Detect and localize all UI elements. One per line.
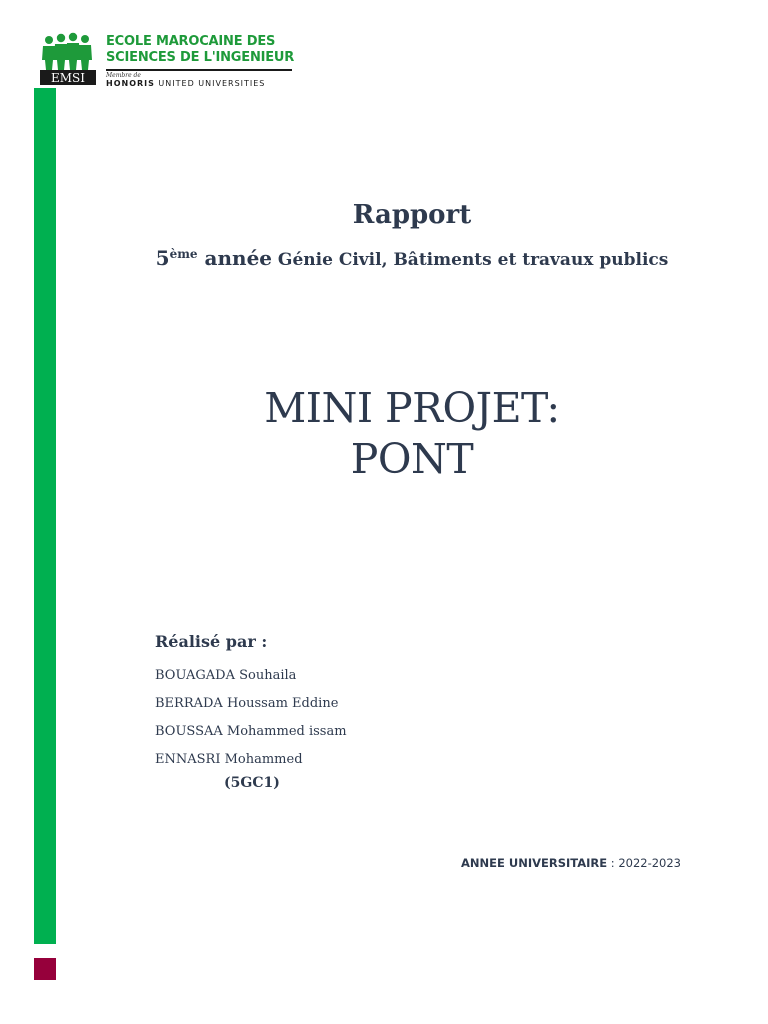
author-name: BERRADA Houssam Eddine [155,696,339,711]
year-word: année [197,246,273,270]
school-logo [40,32,300,88]
logo-text-block [106,34,306,88]
green-side-bar [34,88,56,944]
report-label: Rapport [352,200,472,230]
authors-heading: Réalisé par : [155,632,268,651]
project-title [56,383,768,485]
project-title-line1: MINI PROJET: [264,384,560,432]
academic-year-value: 2022-2023 [618,856,681,870]
academic-year-label: ANNEE UNIVERSITAIRE [461,856,608,870]
logo-school-name-line1: ECOLE MAROCAINE DES [106,34,276,49]
logo-honoris-bold: HONORIS [106,79,155,88]
year-suffix: ème [169,247,198,261]
project-title-line2: PONT [350,435,474,483]
authors-list [155,662,347,774]
program-name: Génie Civil, Bâtiments et travaux publics [272,250,669,270]
logo-badge-text: EMSI [50,71,86,85]
logo-school-name-line2: SCIENCES DE L'INGENIEUR [106,50,295,65]
logo-member-label: Membre de [106,72,141,79]
red-side-square [34,958,56,980]
emsi-people-logo-icon [40,32,98,86]
logo-divider [106,69,292,71]
author-name: BOUSSAA Mohammed issam [155,724,347,739]
author-name: ENNASRI Mohammed [155,752,303,767]
year-number: 5 [155,246,170,270]
academic-year-separator: : [607,856,619,870]
academic-year [461,856,681,870]
program-line [56,246,768,270]
author-name: BOUAGADA Souhaila [155,668,297,683]
logo-honoris-rest: UNITED UNIVERSITIES [154,79,266,88]
class-group: (5GC1) [224,775,280,791]
logo-honoris-label [106,79,306,88]
